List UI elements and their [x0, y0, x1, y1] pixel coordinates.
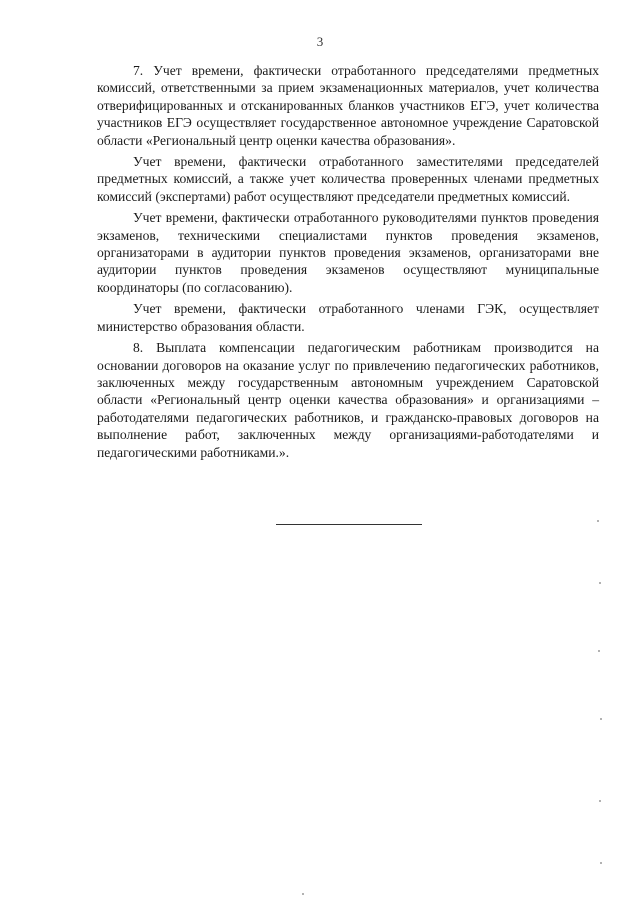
scan-speck	[599, 582, 601, 584]
scan-speck	[600, 718, 602, 720]
paragraph-item-7-accounting: 7. Учет времени, фактически отработанного председателями предметных комиссий, ответственными за прием экзаменационных материалов, учет количества отверифицированных и отсканированных бланков участников ЕГЭ, учет количества участников ЕГЭ осуществляет государственное автономное учреждение Саратовской области «Региональный центр оценки качества образования».	[97, 63, 599, 148]
closing-rule	[276, 524, 422, 525]
paragraph-gek-members-accounting: Учет времени, фактически отработанного членами ГЭК, осуществляет министерство образования области.	[97, 301, 599, 334]
scan-speck	[599, 800, 601, 802]
scan-speck	[597, 520, 599, 522]
page-number: 3	[316, 34, 324, 49]
paragraph-item-8-compensation: 8. Выплата компенсации педагогическим работникам производится на основании договоров на оказание услуг по привлечению педагогических работников, заключенных между государственным автономным учреждением Саратовской области «Региональный центр оценки качества образования» и организациями – работодателями педагогических работников, и гражданско-правовых договоров на выполнение работ, заключенных между организациями-работодателями и педагогическими работниками.».	[97, 340, 599, 460]
document-body	[97, 62, 599, 465]
paragraph-deputy-chairs-accounting: Учет времени, фактически отработанного заместителями председателей предметных комиссий, а также учет количества проверенных членами предметных комиссий (экспертами) работ осуществляют председатели предметных комиссий.	[97, 154, 599, 204]
scan-speck	[600, 862, 602, 864]
paragraph-exam-points-accounting: Учет времени, фактически отработанного руководителями пунктов проведения экзаменов, техническими специалистами пунктов проведения экзаменов, организаторами в аудитории пунктов проведения экзаменов, организаторами вне аудитории пунктов проведения экзаменов осуществляют муниципальные координаторы (по согласованию).	[97, 210, 599, 295]
scan-speck	[302, 893, 304, 895]
scan-speck	[598, 650, 600, 652]
